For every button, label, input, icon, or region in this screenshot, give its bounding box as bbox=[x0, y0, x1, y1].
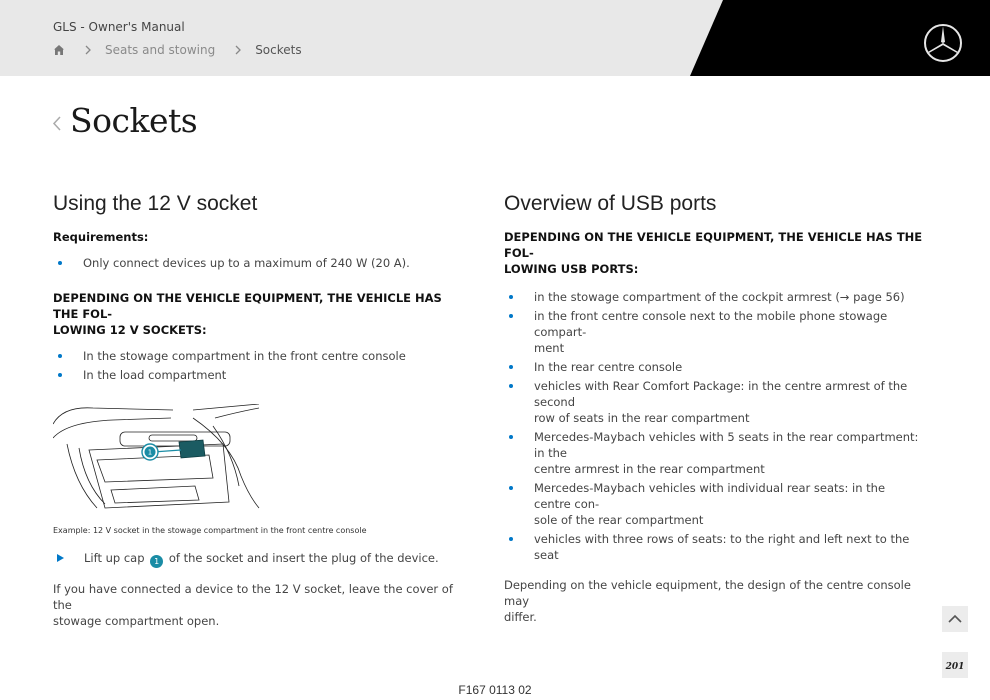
callout-badge: 1 bbox=[150, 555, 163, 568]
list-item: vehicles with Rear Comfort Package: in the centre armrest of the second row of seats in the rear compartment bbox=[504, 378, 924, 426]
bullet-icon bbox=[58, 354, 62, 358]
breadcrumb-link-seats[interactable]: Seats and stowing bbox=[105, 43, 216, 57]
page-number: 201 bbox=[945, 662, 965, 672]
requirements-list bbox=[53, 255, 453, 271]
bullet-icon bbox=[58, 261, 62, 265]
page-title: Sockets bbox=[70, 101, 198, 140]
list-item: Mercedes-Maybach vehicles with individual rear seats: in the centre con- sole of the rear compartment bbox=[504, 480, 924, 528]
figure-caption: Example: 12 V socket in the stowage compartment in the front centre console bbox=[53, 526, 367, 535]
breadcrumb bbox=[53, 42, 302, 58]
usb-port-list bbox=[504, 289, 924, 563]
chevron-right-icon bbox=[84, 45, 92, 55]
list-item: In the stowage compartment in the front centre console bbox=[53, 348, 453, 364]
bullet-icon bbox=[509, 435, 513, 439]
note-paragraph: Depending on the vehicle equipment, the design of the centre console may differ. bbox=[504, 578, 911, 624]
step-arrow-icon bbox=[57, 554, 64, 562]
chevron-left-icon[interactable] bbox=[52, 115, 62, 132]
bullet-icon bbox=[509, 314, 513, 318]
equipment-label: DEPENDING ON THE VEHICLE EQUIPMENT, THE VEHICLE HAS THE FOL- LOWING USB PORTS: bbox=[504, 230, 923, 276]
mercedes-star-icon[interactable] bbox=[923, 23, 963, 63]
note-paragraph: If you have connected a device to the 12 V socket, leave the cover of the stowage compartment open. bbox=[53, 582, 453, 628]
list-item: vehicles with three rows of seats: to the right and left next to the seat bbox=[504, 531, 924, 563]
socket-list bbox=[53, 348, 453, 383]
list-item: Only connect devices up to a maximum of 240 W (20 A). bbox=[53, 255, 453, 271]
list-item: in the stowage compartment of the cockpit armrest (→ page 56) bbox=[504, 289, 924, 305]
section-usb-ports bbox=[504, 192, 924, 625]
bullet-icon bbox=[58, 373, 62, 377]
bullet-icon bbox=[509, 486, 513, 490]
bullet-icon bbox=[509, 295, 513, 299]
list-item: In the rear centre console bbox=[504, 359, 924, 375]
equipment-label: DEPENDING ON THE VEHICLE EQUIPMENT, THE VEHICLE HAS THE FOL- LOWING 12 V SOCKETS: bbox=[53, 291, 442, 337]
scroll-to-top-button[interactable] bbox=[942, 606, 968, 632]
step-text: of the socket and insert the plug of the device. bbox=[168, 551, 439, 565]
step-text: Lift up cap bbox=[84, 551, 145, 565]
list-item: in the front centre console next to the mobile phone stowage compart- ment bbox=[504, 308, 924, 356]
instruction-step bbox=[53, 550, 453, 568]
requirements-label: Requirements: bbox=[53, 230, 149, 244]
section-heading: Overview of USB ports bbox=[504, 192, 717, 215]
document-code: F167 0113 02 bbox=[458, 683, 532, 697]
home-icon[interactable] bbox=[53, 44, 65, 56]
list-item: In the load compartment bbox=[53, 367, 453, 383]
manual-title: GLS - Owner's Manual bbox=[53, 20, 185, 34]
chevron-right-icon bbox=[234, 45, 242, 55]
chevron-up-icon bbox=[942, 606, 968, 632]
section-12v-socket bbox=[53, 192, 453, 629]
bullet-icon bbox=[509, 365, 513, 369]
bullet-icon bbox=[509, 537, 513, 541]
list-item: Mercedes-Maybach vehicles with 5 seats in the rear compartment: in the centre armrest in the rear compartment bbox=[504, 429, 924, 477]
socket-illustration bbox=[53, 404, 261, 512]
breadcrumb-current: Sockets bbox=[255, 43, 302, 57]
figure-callout: 1 bbox=[147, 448, 153, 457]
section-heading: Using the 12 V socket bbox=[53, 192, 258, 215]
bullet-icon bbox=[509, 384, 513, 388]
page-number-badge bbox=[942, 652, 968, 678]
